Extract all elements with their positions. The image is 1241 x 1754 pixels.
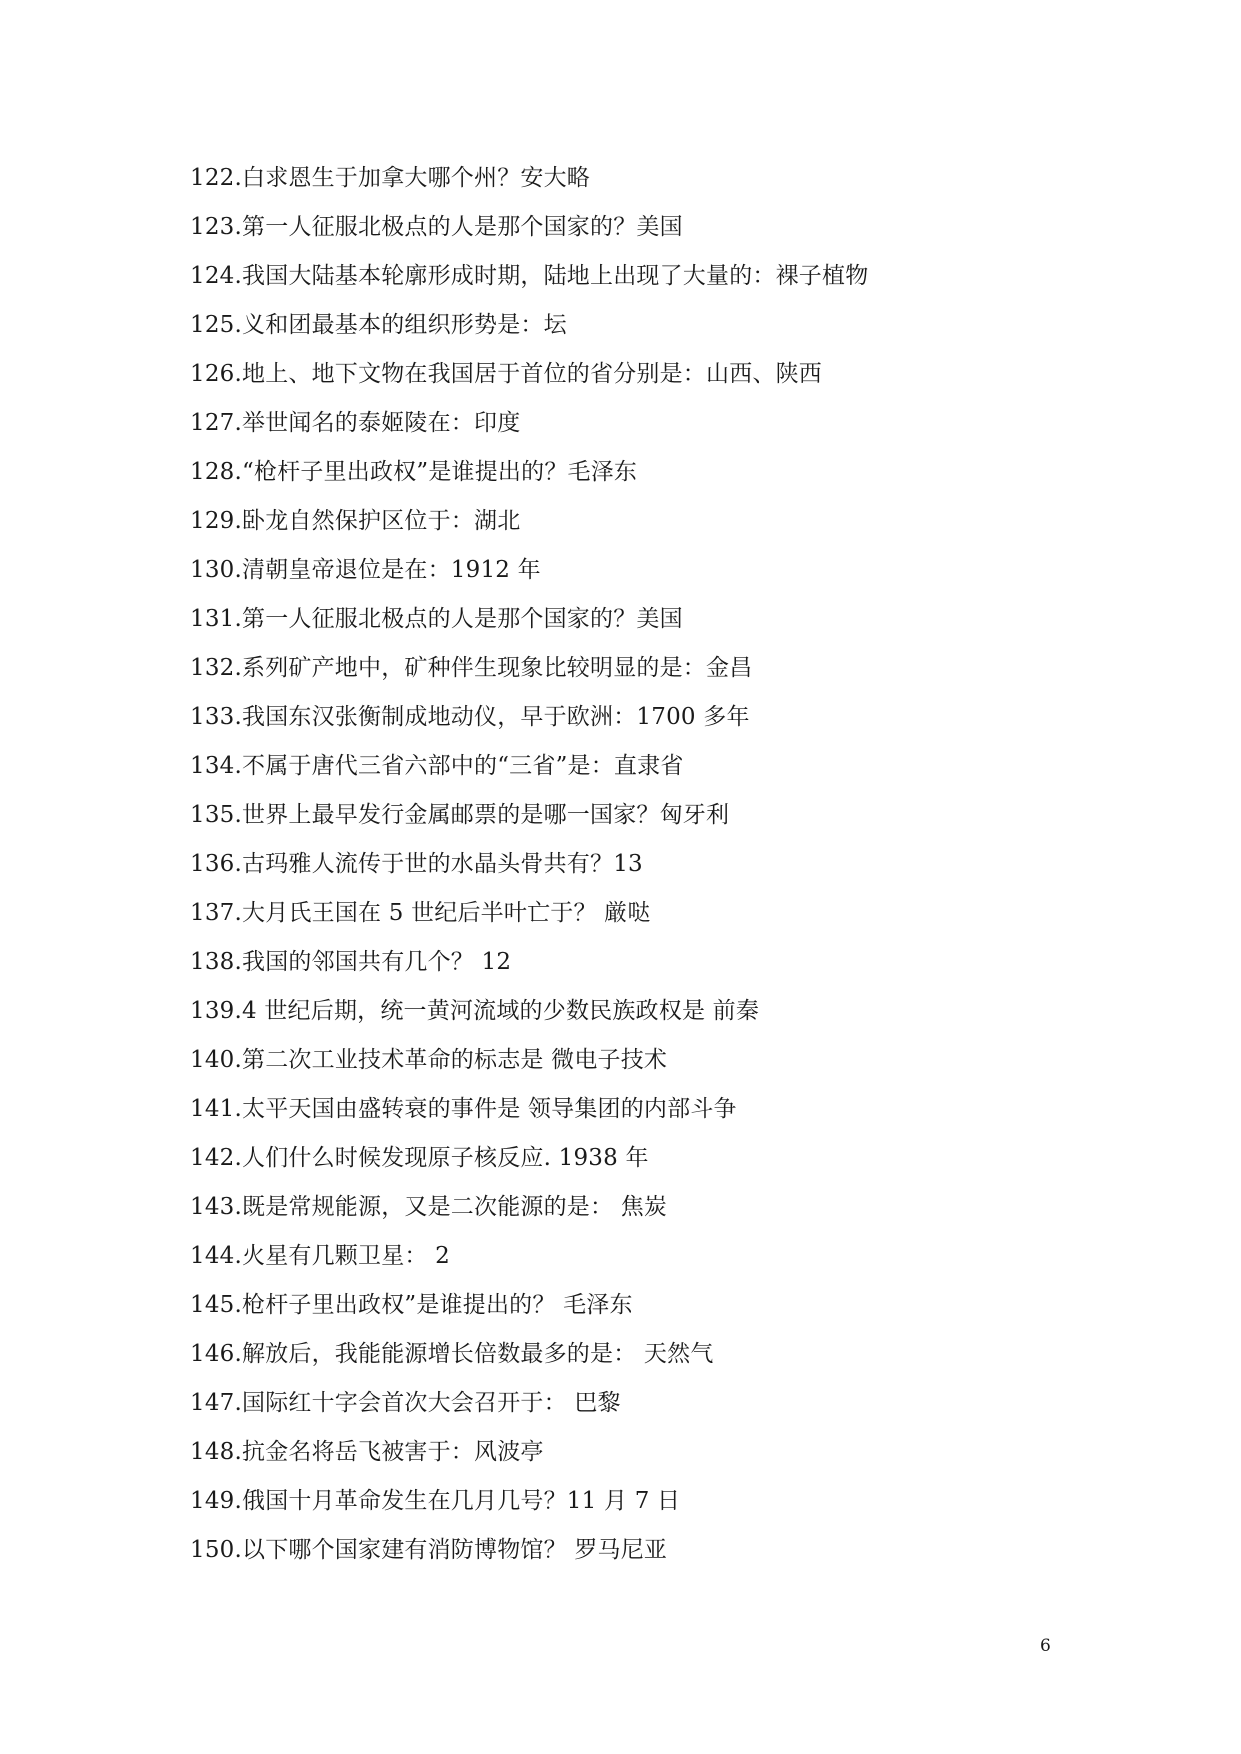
list-item: 145.枪杆子里出政权”是谁提出的？ 毛泽东	[190, 1292, 633, 1318]
list-item: 147.国际红十字会首次大会召开于： 巴黎	[190, 1390, 621, 1416]
list-item: 134.不属于唐代三省六部中的“三省”是：直隶省	[190, 753, 684, 779]
list-item: 130.清朝皇帝退位是在：1912 年	[190, 557, 541, 583]
list-item: 142.人们什么时候发现原子核反应. 1938 年	[190, 1145, 649, 1171]
list-item: 125.义和团最基本的组织形势是：坛	[190, 312, 567, 338]
list-item: 124.我国大陆基本轮廓形成时期，陆地上出现了大量的：裸子植物	[190, 263, 869, 289]
list-item: 149.俄国十月革命发生在几月几号？11 月 7 日	[190, 1488, 681, 1514]
list-item: 137.大月氏王国在 5 世纪后半叶亡于？ 厳哒	[190, 900, 651, 926]
list-item: 146.解放后，我能能源增长倍数最多的是： 天然气	[190, 1341, 714, 1367]
page-number: 6	[1040, 1636, 1051, 1656]
list-item: 144.火星有几颗卫星： 2	[190, 1243, 450, 1269]
list-item: 132.系列矿产地中，矿种伴生现象比较明显的是：金昌	[190, 655, 753, 681]
list-item: 138.我国的邻国共有几个？ 12	[190, 949, 512, 975]
list-item: 141.太平天国由盛转衰的事件是 领导集团的内部斗争	[190, 1096, 737, 1122]
list-item: 133.我国东汉张衡制成地动仪，早于欧洲：1700 多年	[190, 704, 750, 730]
list-item: 148.抗金名将岳飞被害于：风波亭	[190, 1439, 544, 1465]
list-item: 135.世界上最早发行金属邮票的是哪一国家？匈牙利	[190, 802, 730, 828]
list-item: 127.举世闻名的泰姬陵在：印度	[190, 410, 521, 436]
list-item: 128.“枪杆子里出政权”是谁提出的？毛泽东	[190, 459, 638, 485]
list-item: 131.第一人征服北极点的人是那个国家的？美国	[190, 606, 683, 632]
list-item: 136.古玛雅人流传于世的水晶头骨共有？13	[190, 851, 643, 877]
list-item: 140.第二次工业技术革命的标志是 微电子技术	[190, 1047, 668, 1073]
list-item: 129.卧龙自然保护区位于：湖北	[190, 508, 521, 534]
list-item: 139.4 世纪后期，统一黄河流域的少数民族政权是 前秦	[190, 998, 760, 1024]
list-item: 123.第一人征服北极点的人是那个国家的？美国	[190, 214, 683, 240]
list-item: 122.白求恩生于加拿大哪个州？安大略	[190, 165, 591, 191]
list-item: 126.地上、地下文物在我国居于首位的省分别是：山西、陕西	[190, 361, 823, 387]
list-item: 143.既是常规能源，又是二次能源的是： 焦炭	[190, 1194, 668, 1220]
list-item: 150.以下哪个国家建有消防博物馆？ 罗马尼亚	[190, 1537, 668, 1563]
question-answer-list	[190, 154, 1090, 1575]
